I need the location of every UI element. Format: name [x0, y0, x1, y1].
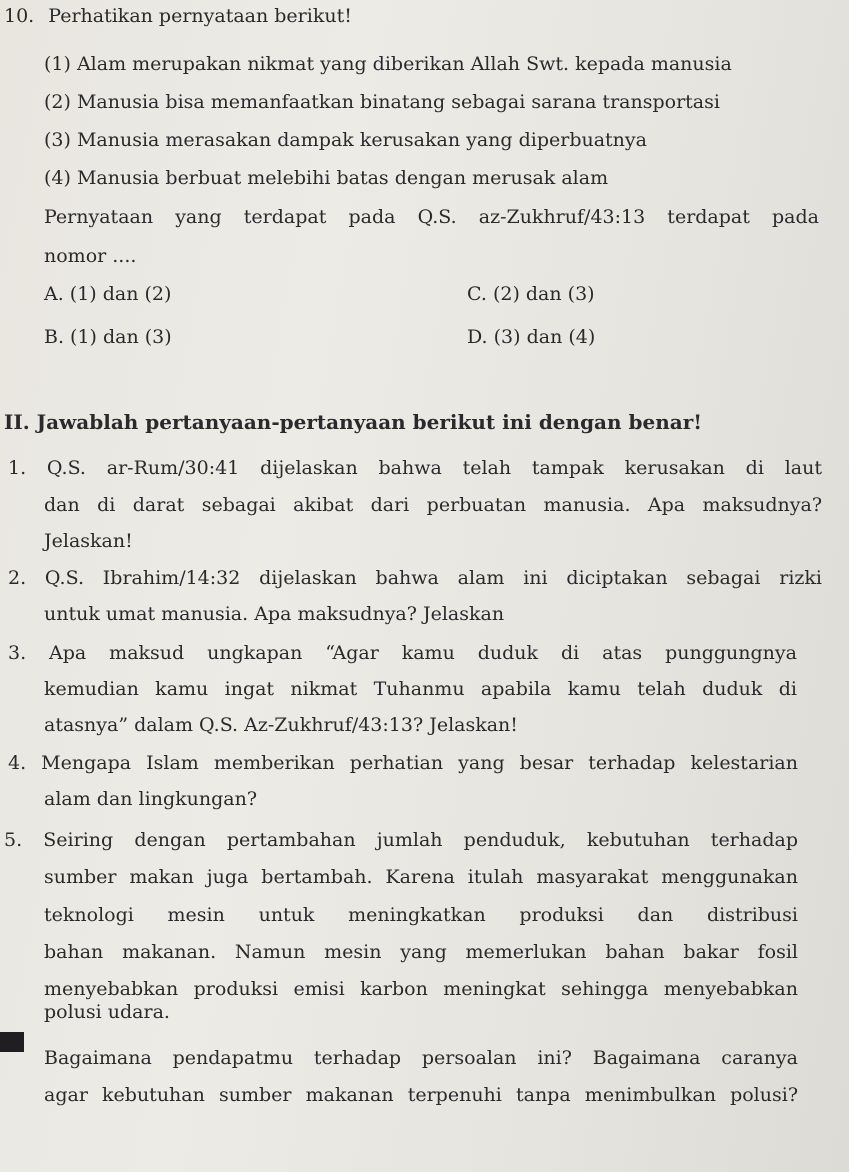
- option-d: D. (3) dan (4): [467, 326, 596, 348]
- essay-4-line-1: 4. Mengapa Islam memberikan perhatian yang besar terhadap kelestarian: [8, 752, 798, 774]
- statement-2: (2) Manusia bisa memanfaatkan binatang sebagai sarana transportasi: [44, 91, 720, 113]
- question-10-number: 10.: [4, 5, 35, 27]
- essay-5-line-5: menyebabkan produksi emisi karbon meningkat sehingga menyebabkan: [44, 978, 798, 1000]
- essay-1-line-2: dan di darat sebagai akibat dari perbuatan manusia. Apa maksudnya?: [44, 494, 822, 516]
- statement-3: (3) Manusia merasakan dampak kerusakan yang diperbuatnya: [44, 129, 647, 151]
- question-10-text-line-2: nomor ....: [44, 245, 137, 267]
- essay-3-line-1: 3. Apa maksud ungkapan “Agar kamu duduk di atas punggungnya: [8, 642, 797, 664]
- essay-5-line-2: sumber makan juga bertambah. Karena itulah masyarakat menggunakan: [44, 866, 798, 888]
- question-10-prompt: Perhatikan pernyataan berikut!: [48, 5, 352, 27]
- essay-5-line-1: 5. Seiring dengan pertambahan jumlah penduduk, kebutuhan terhadap: [4, 829, 798, 851]
- question-10-header: [4, 4, 352, 28]
- statement-1: (1) Alam merupakan nikmat yang diberikan Allah Swt. kepada manusia: [44, 53, 732, 75]
- essay-3-line-2: kemudian kamu ingat nikmat Tuhanmu apabila kamu telah duduk di: [44, 678, 797, 700]
- option-b: B. (1) dan (3): [44, 326, 172, 348]
- essay-2-line-2: untuk umat manusia. Apa maksudnya? Jelaskan: [44, 603, 505, 625]
- essay-5-line-4: bahan makanan. Namun mesin yang memerlukan bahan bakar fosil: [44, 941, 798, 963]
- section-2-heading: II. Jawablah pertanyaan-pertanyaan berikut ini dengan benar!: [4, 410, 703, 434]
- essay-5-line-3: teknologi mesin untuk meningkatkan produksi dan distribusi: [44, 904, 798, 926]
- essay-5-question-line-1: Bagaimana pendapatmu terhadap persoalan ini? Bagaimana caranya: [44, 1047, 798, 1069]
- essay-2-line-1: 2. Q.S. Ibrahim/14:32 dijelaskan bahwa alam ini diciptakan sebagai rizki: [8, 567, 822, 589]
- statement-4: (4) Manusia berbuat melebihi batas dengan merusak alam: [44, 167, 609, 189]
- question-10-text-line-1: Pernyataan yang terdapat pada Q.S. az-Zukhruf/43:13 terdapat pada: [44, 206, 819, 228]
- option-a: A. (1) dan (2): [44, 283, 172, 305]
- redacted-bullet-mark: [0, 1032, 24, 1052]
- essay-4-line-2: alam dan lingkungan?: [44, 788, 258, 810]
- option-c: C. (2) dan (3): [467, 283, 595, 305]
- essay-5-question-line-2: agar kebutuhan sumber makanan terpenuhi tanpa menimbulkan polusi?: [44, 1084, 798, 1106]
- essay-1-line-3: Jelaskan!: [44, 530, 133, 552]
- essay-3-line-3: atasnya” dalam Q.S. Az-Zukhruf/43:13? Jelaskan!: [44, 714, 518, 736]
- essay-1-line-1: 1. Q.S. ar-Rum/30:41 dijelaskan bahwa telah tampak kerusakan di laut: [8, 457, 822, 479]
- essay-5-line-6: polusi udara.: [44, 1001, 170, 1023]
